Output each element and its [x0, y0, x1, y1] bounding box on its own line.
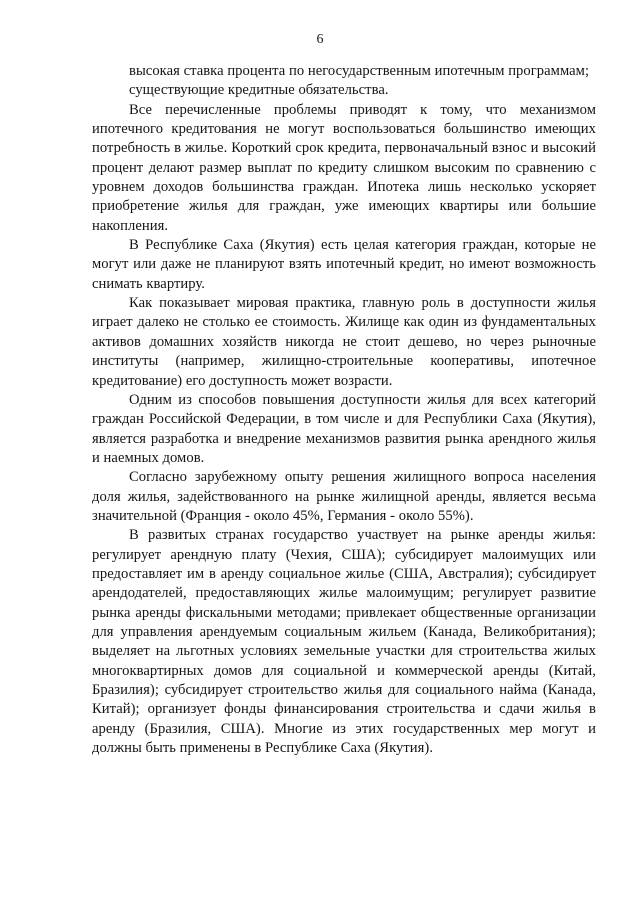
paragraph-yakutia-category: В Республике Саха (Якутия) есть целая категория граждан, которые не могут или даже не планируют взять ипотечный кредит, но имеют возможность снимать квартиру.: [92, 237, 596, 292]
paragraph-foreign-experience: Согласно зарубежному опыту решения жилищного вопроса населения доля жилья, задействованного на рынке жилищной аренды, является весьма значительной (Франция - около 45%, Германия - около 55%).: [92, 469, 596, 524]
paragraph-world-practice: Как показывает мировая практика, главную роль в доступности жилья играет далеко не столько ее стоимость. Жилище как один из фундаментальных активов домашних хозяйств никогда не стоит дешево, но через рыночные институты (например, жилищно-строительные кооперативы, ипотечное кредитование) его доступность может возрасти.: [92, 295, 596, 389]
body-text: [92, 62, 596, 758]
paragraph-state-measures: В развитых странах государство участвует на рынке аренды жилья: регулирует арендную плату (Чехия, США); субсидирует малоимущих или предоставляет им в аренду социальное жилье (США, Австралия); субсидирует арендодателей, предоставляющих жилье малоимущим; регулирует развитие рынка аренды фискальными методами; привлекает общественные организации для управления арендуемым социальным жильем (Канада, Великобритания); выделяет на льготных условиях земельные участки для строительства жилых многоквартирных домов для социальной и коммерческой аренды (Китай, Бразилия); субсидирует строительство жилья для социального найма (Канада, Китай); организует фонды финансирования строительства и сдачи жилья в аренду (Бразилия, США). Многие из этих государственных мер могут и должны быть применены в Республике Саха (Якутия).: [92, 527, 596, 757]
paragraph-rental-mechanisms: Одним из способов повышения доступности жилья для всех категорий граждан Российской Федерации, в том числе и для Республики Саха (Якутия), является разработка и внедрение механизмов развития рынка арендного жилья и наемных домов.: [92, 391, 596, 466]
page-number: 6: [316, 32, 324, 47]
paragraph-list-item-rate: высокая ставка процента по негосударственным ипотечным программам;: [129, 63, 590, 79]
paragraph-list-item-obligations: существующие кредитные обязательства.: [129, 82, 389, 99]
paragraph-problems: Все перечисленные проблемы приводят к тому, что механизмом ипотечного кредитования не могут воспользоваться большинство имеющих потребность в жилье. Короткий срок кредита, первоначальный взнос и высокий процент делают размер выплат по кредиту слишком высоким по сравнению с уровнем доходов большинства граждан. Ипотека лишь несколько ускоряет приобретение жилья для граждан, уже имеющих квартиры или большие накопления.: [92, 101, 596, 234]
